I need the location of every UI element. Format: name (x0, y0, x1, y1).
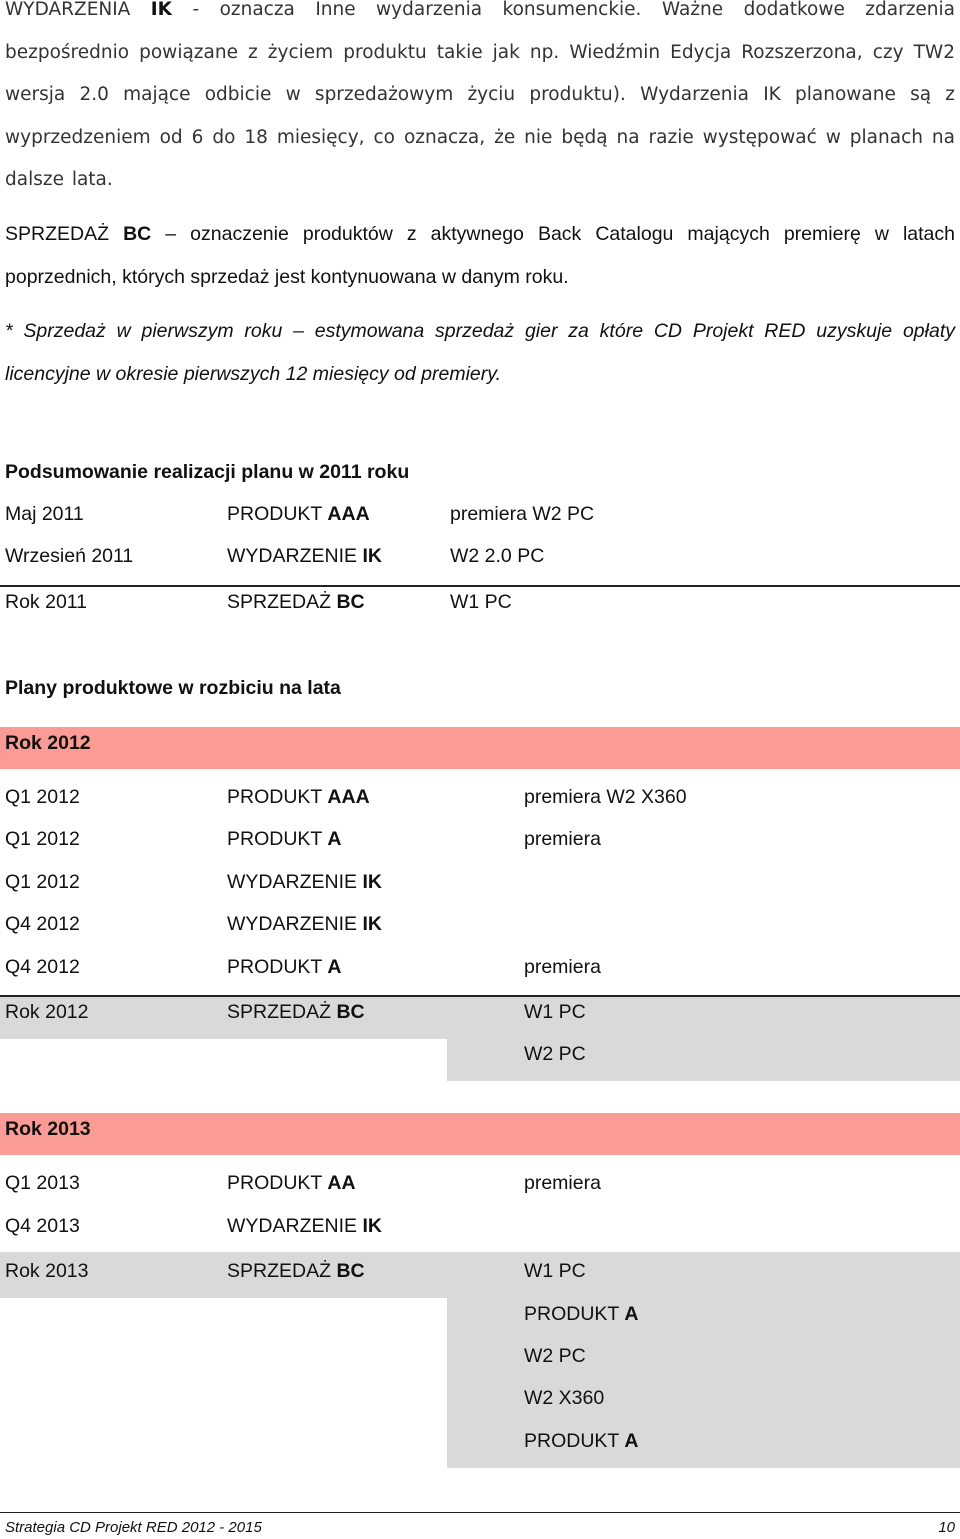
divider (0, 585, 960, 587)
bc-row-type: SPRZEDAŻ BC (227, 1260, 365, 1282)
summary-row-date: Wrzesień 2011 (5, 545, 134, 567)
summary-row-type: WYDARZENIE IK (227, 545, 382, 567)
summary-row-desc: premiera W2 PC (450, 503, 595, 525)
paragraph-ik-definition (5, 0, 955, 202)
summary-heading: Podsumowanie realizacji planu w 2011 roku (5, 461, 410, 483)
plan-row-date: Q1 2013 (5, 1172, 80, 1194)
summary-row-type: PRODUKT AAA (227, 503, 370, 525)
year-2013-title: Rok 2013 (5, 1118, 91, 1140)
summary-row-type: SPRZEDAŻ BC (227, 591, 365, 613)
year-2013-header-bar (0, 1113, 960, 1155)
page-number: 10 (938, 1519, 955, 1536)
bc-item: PRODUKT A (524, 1303, 639, 1325)
paragraph-bc-definition (5, 213, 955, 298)
bc-row-type: SPRZEDAŻ BC (227, 1001, 365, 1023)
bc-lead: SPRZEDAŻ (5, 223, 124, 245)
bc-item: W1 PC (524, 1001, 586, 1023)
plan-row-date: Q4 2013 (5, 1215, 80, 1237)
bc-text: – oznaczenie produktów z aktywnego Back Catalogu mających premierę w latach poprzednich, których sprzedaż jest kontynuowana w danym roku. (5, 223, 955, 288)
year-2012-header-bar (0, 727, 960, 769)
plan-row-type: WYDARZENIE IK (227, 871, 382, 893)
bc-item: W2 PC (524, 1043, 586, 1065)
summary-row-date: Maj 2011 (5, 503, 84, 525)
ik-text: - oznacza Inne wydarzenia konsumenckie. Ważne dodatkowe zdarzenia bezpośrednio powiązane z życiem produktu takie jak np. Wiedźmin Edycja Rozszerzona, czy TW2 wersja 2.0 mające odbicie w sprzedażowym życiu produktu). Wydarzenia IK planowane są z wyprzedzeniem od 6 do 18 miesięcy, co oznacza, że nie będą na razie występować w planach na dalsze lata. (5, 0, 955, 190)
summary-row-date: Rok 2011 (5, 591, 88, 613)
bc-item: PRODUKT A (524, 1430, 639, 1452)
paragraph-footnote: * Sprzedaż w pierwszym roku – estymowana sprzedaż gier za które CD Projekt RED uzyskuje opłaty licencyjne w okresie pierwszych 12 miesięcy od premiery. (5, 320, 955, 385)
bc-2012-bar (0, 997, 960, 1039)
summary-row-desc: W1 PC (450, 591, 512, 613)
bc-code: BC (123, 223, 152, 245)
footer-title: Strategia CD Projekt RED 2012 - 2015 (5, 1519, 262, 1536)
plan-row-type: PRODUKT AA (227, 1172, 356, 1194)
plan-row-type: PRODUKT AAA (227, 786, 370, 808)
plan-row-type: PRODUKT A (227, 828, 342, 850)
bc-item: W2 X360 (524, 1387, 605, 1409)
bc-item: W1 PC (524, 1260, 586, 1282)
plan-row-desc: premiera W2 X360 (524, 786, 687, 808)
plan-row-date: Q4 2012 (5, 956, 80, 978)
bc-row-date: Rok 2012 (5, 1001, 89, 1023)
bc-row-date: Rok 2013 (5, 1260, 89, 1282)
bc-item: W2 PC (524, 1345, 586, 1367)
plan-row-date: Q4 2012 (5, 913, 80, 935)
plans-heading: Plany produktowe w rozbiciu na lata (5, 677, 341, 699)
bc-2013-bar (0, 1252, 960, 1298)
plan-row-type: WYDARZENIE IK (227, 913, 382, 935)
ik-code: IK (150, 0, 173, 20)
plan-row-desc: premiera (524, 828, 601, 850)
plan-row-desc: premiera (524, 956, 601, 978)
ik-lead: WYDARZENIA (5, 0, 151, 20)
year-2012-title: Rok 2012 (5, 732, 91, 754)
plan-row-desc: premiera (524, 1172, 601, 1194)
plan-row-type: WYDARZENIE IK (227, 1215, 382, 1237)
summary-row-desc: W2 2.0 PC (450, 545, 545, 567)
plan-row-date: Q1 2012 (5, 786, 80, 808)
plan-row-date: Q1 2012 (5, 871, 80, 893)
plan-row-date: Q1 2012 (5, 828, 80, 850)
plan-row-type: PRODUKT A (227, 956, 342, 978)
footer-divider (0, 1512, 960, 1513)
